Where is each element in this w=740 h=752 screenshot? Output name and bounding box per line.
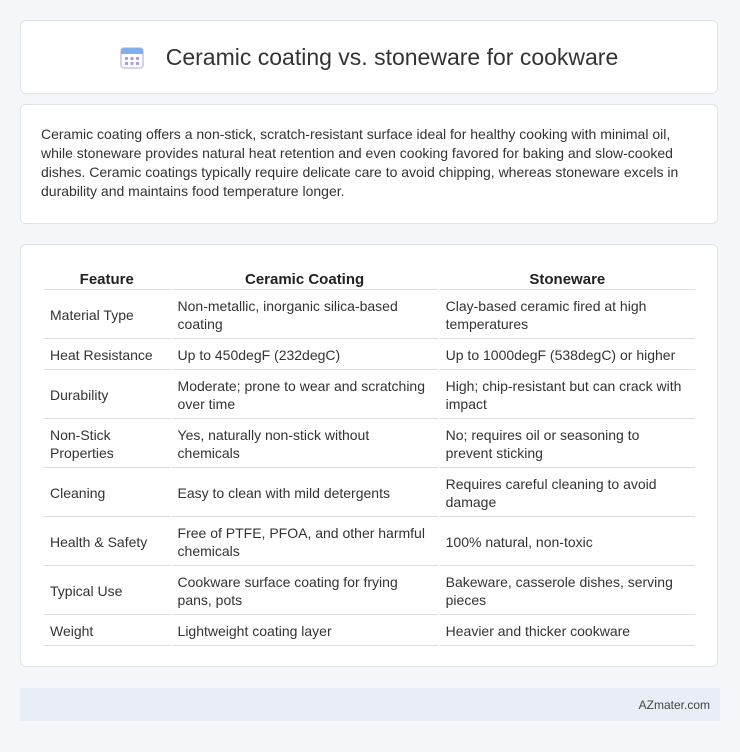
ceramic-cell: Non-metallic, inorganic silica-based coating [172,292,438,339]
table-row [44,372,695,419]
stoneware-cell: Heavier and thicker cookware [440,617,695,646]
footer-brand: AZmater.com [638,697,710,712]
feature-cell: Durability [44,372,170,419]
intro-text: Ceramic coating offers a non-stick, scratch-resistant surface ideal for healthy cooking with minimal oil, while stoneware provides natural heat retention and even cooking favored for baking and slow-cooked dishes. Ceramic coatings typically require delicate care to avoid chipping, whereas stoneware excels in durability and maintains food temperature longer. [41,126,679,199]
header-stoneware: Stoneware [440,267,695,290]
feature-cell: Heat Resistance [44,341,170,370]
header-feature: Feature [44,267,170,290]
table-row [44,568,695,615]
ceramic-cell: Free of PTFE, PFOA, and other harmful chemicals [172,519,438,566]
table-card [20,244,718,667]
table-row [44,470,695,517]
stoneware-cell: Requires careful cleaning to avoid damage [440,470,695,517]
footer [20,688,720,721]
ceramic-cell: Yes, naturally non-stick without chemicals [172,421,438,468]
feature-cell: Material Type [44,292,170,339]
header [120,44,619,71]
table-row [44,341,695,370]
stoneware-cell: Up to 1000degF (538degC) or higher [440,341,695,370]
table-row [44,519,695,566]
stoneware-cell: High; chip-resistant but can crack with impact [440,372,695,419]
stoneware-cell: Bakeware, casserole dishes, serving pieces [440,568,695,615]
ceramic-cell: Easy to clean with mild detergents [172,470,438,517]
ceramic-cell: Cookware surface coating for frying pans, pots [172,568,438,615]
table-row [44,617,695,646]
table-row [44,292,695,339]
header-ceramic-coating: Ceramic Coating [172,267,438,290]
comparison-table [42,265,697,648]
feature-cell: Non-Stick Properties [44,421,170,468]
intro-card [20,104,718,224]
ceramic-cell: Moderate; prone to wear and scratching over time [172,372,438,419]
feature-cell: Health & Safety [44,519,170,566]
page-title: Ceramic coating vs. stoneware for cookware [165,43,619,70]
table-row [44,421,695,468]
ceramic-cell: Up to 450degF (232degC) [172,341,438,370]
stoneware-cell: No; requires oil or seasoning to prevent sticking [440,421,695,468]
header-card [20,20,718,94]
stoneware-cell: Clay-based ceramic fired at high temperatures [440,292,695,339]
calendar-icon [120,45,144,69]
ceramic-cell: Lightweight coating layer [172,617,438,646]
feature-cell: Cleaning [44,470,170,517]
feature-cell: Typical Use [44,568,170,615]
stoneware-cell: 100% natural, non-toxic [440,519,695,566]
table-header-row [44,267,695,290]
feature-cell: Weight [44,617,170,646]
